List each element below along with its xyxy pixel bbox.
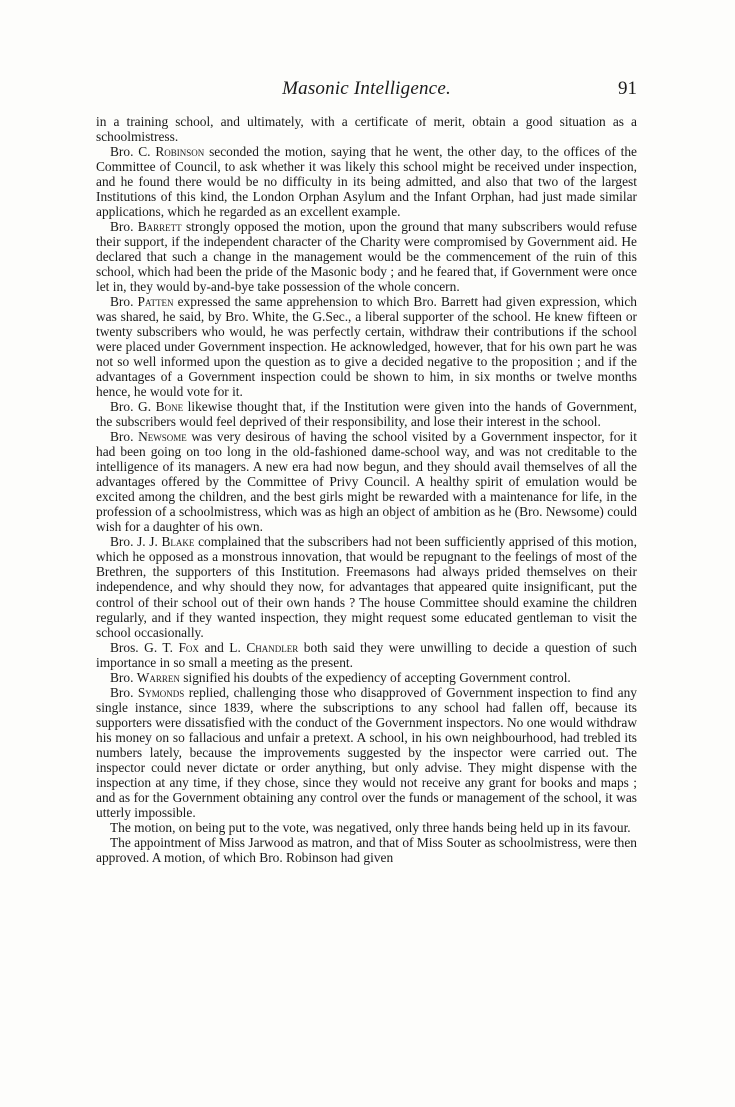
paragraph bbox=[96, 219, 637, 294]
paragraph-text: Bro. bbox=[110, 684, 138, 700]
paragraph bbox=[96, 399, 637, 429]
paragraph-text: replied, challenging those who disapproved of Government inspection to find any single instance, since 1839, where the subscriptions to any school had fallen off, because its supporters were dissatisfied with the conduct of the Government inspectors. No one would withdraw his money on so fallacious and unfair a pretext. A school, in his own neighbourhood, had trebled its numbers lately, because the improvements suggested by the inspector were carried out. The inspector could never dictate or order anything, but only advise. They might dispense with the inspection at any time, if they chose, since they would not receive any grant for books and maps ; and as for the Government obtaining any control over the funds or management of the school, it was utterly impossible. bbox=[96, 684, 637, 820]
paragraph bbox=[96, 294, 637, 399]
paragraph bbox=[96, 640, 637, 670]
speaker-name: Symonds bbox=[137, 684, 185, 700]
running-title: Masonic Intelligence. bbox=[282, 78, 451, 99]
paragraph-text: complained that the subscribers had not been sufficiently apprised of this motion, which he opposed as a monstrous innovation, that would be repugnant to the feelings of most of the Brethren, the supporters of this Institution. Freemasons had always prided themselves on their independence, and why should they now, for advantages that appeared quite insignificant, put the control of their school out of their own hands ? The house Committee should examine the children regularly, and if they wanted inspection, they might request some educated gentleman to visit the school occasionally. bbox=[96, 534, 637, 640]
speaker-name: Newsome bbox=[138, 429, 187, 445]
paragraph-text: strongly opposed the motion, upon the ground that many subscribers would refuse their support, if the independent character of the Charity were compromised by Government aid. He declared that such a change in the management would be the commencement of the ruin of this school, which had been the pride of the Masonic body ; and he feared that, if Government were once let in, they would by-and-bye take possession of the whole concern. bbox=[96, 219, 637, 295]
paragraph-text: seconded the motion, saying that he went, the other day, to the offices of the Committee of Council, to ask whether it was likely this school might be received under inspection, and he found there would be no difficulty in its being admitted, and also that two of the largest Institutions of this kind, the London Orphan Asylum and the Infant Orphan, had just made similar applications, which he regarded as an excellent example. bbox=[96, 144, 637, 220]
paragraph-text: Bro. bbox=[110, 429, 139, 445]
paragraph bbox=[96, 534, 637, 639]
paragraph-text: and L. bbox=[198, 639, 247, 655]
paragraph-text: The appointment of Miss Jarwood as matron, and that of Miss Souter as schoolmistress, were then approved. A motion, of which Bro. Robinson had given bbox=[96, 834, 637, 865]
paragraph-text: signified his doubts of the expediency of accepting Government control. bbox=[179, 669, 571, 685]
paragraph-text: Bros. G. T. bbox=[110, 639, 179, 655]
paragraph bbox=[96, 685, 637, 820]
speaker-name: Patten bbox=[137, 294, 174, 310]
article-body bbox=[96, 114, 637, 865]
paragraph-text: Bro. bbox=[110, 219, 138, 235]
paragraph-text: Bro. C. bbox=[110, 144, 156, 160]
speaker-name: Blake bbox=[161, 534, 195, 550]
running-header bbox=[96, 78, 637, 100]
paragraph-text: likewise thought that, if the Institution were given into the hands of Government, the subscribers would feel deprived of their responsibility, and lose their interest in the school. bbox=[96, 399, 637, 430]
speaker-name: Fox bbox=[178, 639, 199, 655]
page-number: 91 bbox=[618, 78, 637, 99]
speaker-name: Bone bbox=[155, 399, 184, 415]
paragraph-text: Bro. bbox=[110, 294, 138, 310]
paragraph-text: was very desirous of having the school visited by a Government inspector, for it had been going on too long in the old-fashioned dame-school way, and was not creditable to the intelligence of its managers. A new era had now begun, and they should avail themselves of all the advantages offered by the Committee of Privy Council. A healthy spirit of emulation would be excited among the children, and the best girls might be rewarded with a maintenance for life, in the profession of a schoolmistress, which was as high an object of ambition as he (Bro. Newsome) could wish for a daughter of his own. bbox=[96, 429, 637, 535]
paragraph-text: Bro. bbox=[110, 669, 137, 685]
paragraph bbox=[96, 429, 637, 534]
paragraph-text: both said they were unwilling to decide a question of such importance in so small a meeting as the present. bbox=[96, 639, 638, 670]
paragraph bbox=[96, 114, 637, 144]
speaker-name: Robinson bbox=[155, 144, 205, 160]
paragraph bbox=[96, 820, 637, 835]
paragraph-text: The motion, on being put to the vote, was negatived, only three hands being held up in its favour. bbox=[110, 819, 631, 835]
paragraph bbox=[96, 144, 637, 219]
speaker-name: Chandler bbox=[246, 639, 299, 655]
speaker-name: Barrett bbox=[137, 219, 182, 235]
paragraph-text: expressed the same apprehension to which Bro. Barrett had given expression, which was shared, he said, by Bro. White, the G.Sec., a liberal supporter of the school. He knew fifteen or twenty subscribers who would, he was perfectly certain, withdraw their contributions if the school were placed under Government inspection. He acknowledged, however, that for his own part he was not so well informed upon the question as to give a decided negative to the proposition ; and if the advantages of a Government inspection could be shown to him, in six months or twelve months hence, he would vote for it. bbox=[96, 294, 637, 400]
paragraph bbox=[96, 670, 637, 685]
paragraph-text: in a training school, and ultimately, with a certificate of merit, obtain a good situation as a schoolmistress. bbox=[96, 114, 637, 145]
paragraph-text: Bro. J. J. bbox=[110, 534, 162, 550]
speaker-name: Warren bbox=[136, 669, 180, 685]
paragraph-text: Bro. G. bbox=[110, 399, 156, 415]
paragraph bbox=[96, 835, 637, 865]
